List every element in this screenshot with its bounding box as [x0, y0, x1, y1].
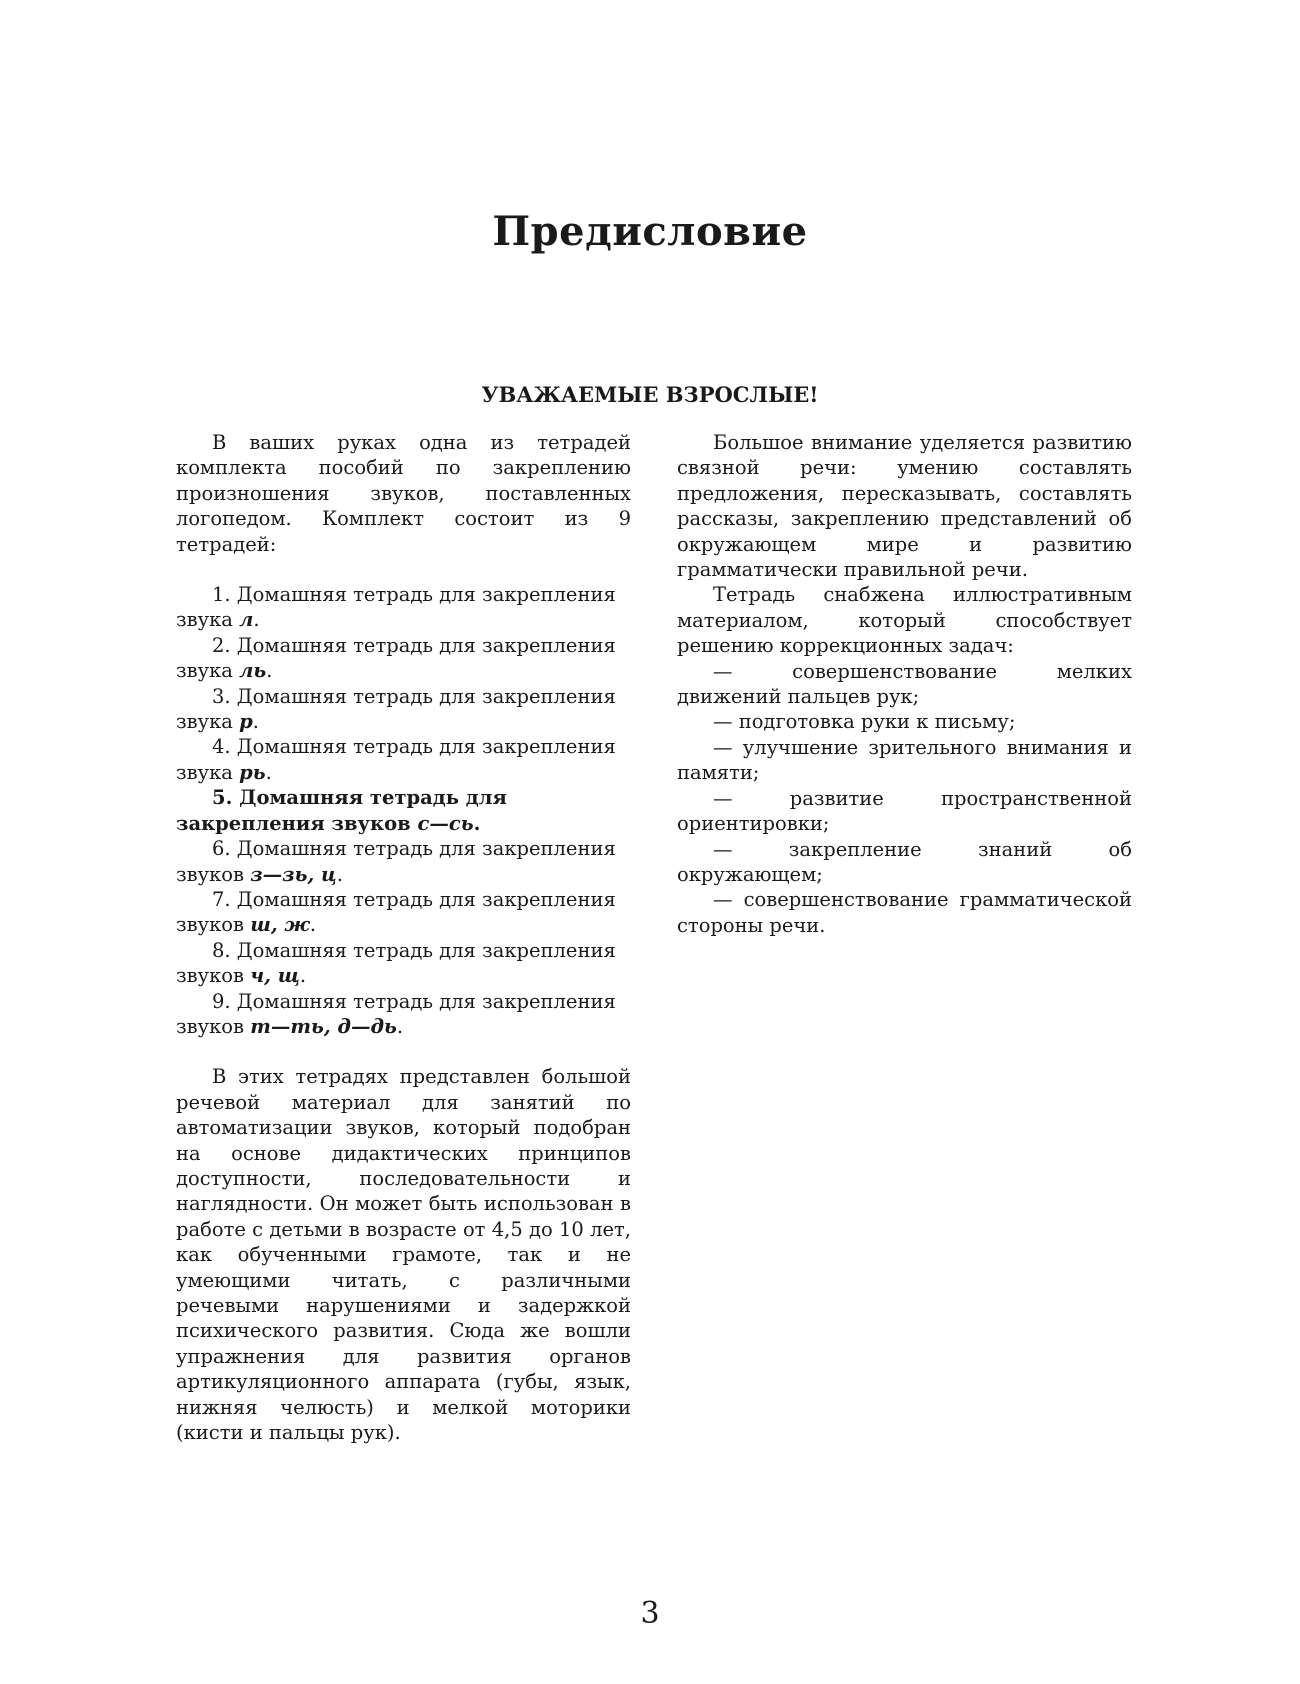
workbook-sound: рь — [239, 760, 266, 784]
workbook-label: 5. Домашняя тетрадь для закрепления звуков — [176, 786, 507, 835]
workbook-sound: р — [239, 710, 253, 734]
workbook-label: 6. Домашняя тетрадь для закрепления звуков — [176, 837, 616, 886]
illustrations-paragraph: Тетрадь снабжена иллюстративным материалом, который способствует решению коррекционных задач: — [677, 583, 1132, 658]
intro-paragraph: В ваших руках одна из тетрадей комплекта пособий по закреплению произношения звуков, поставленных логопедом. Комплект состоит из 9 тетрадей: — [176, 431, 631, 556]
workbook-label: 9. Домашняя тетрадь для закрепления звуков — [176, 989, 616, 1038]
spacer — [176, 557, 631, 582]
task-list — [677, 659, 1132, 938]
workbook-sound: с—сь — [417, 811, 474, 835]
workbook-label: 8. Домашняя тетрадь для закрепления звуков — [176, 938, 616, 988]
workbook-sound: л — [239, 608, 254, 632]
workbook-item: 8. Домашняя тетрадь для закрепления звуков ч, щ. — [176, 938, 616, 988]
task-item: — улучшение зрительного внимания и памяти; — [677, 735, 1132, 785]
task-item: — закрепление знаний об окружающем; — [677, 837, 1132, 886]
right-column — [677, 430, 1132, 938]
task-item: — развитие пространственной ориентировки; — [677, 786, 1132, 836]
task-item: — совершенствование мелких движений пальцев рук; — [677, 659, 1132, 709]
speech-paragraph: Большое внимание уделяется развитию связной речи: умению составлять предложения, пересказывать, составлять рассказы, закреплению представлений об окружающем мире и развитию грамматически правильной речи. — [677, 431, 1132, 582]
workbook-sound: ш, ж — [250, 913, 310, 937]
workbook-label: 4. Домашняя тетрадь для закрепления звука — [176, 735, 616, 784]
left-column — [176, 430, 631, 1445]
workbook-item: 3. Домашняя тетрадь для закрепления звука р. — [176, 684, 616, 734]
material-paragraph: В этих тетрадях представлен большой речевой материал для занятий по автоматизации звуков, который подобран на основе дидактических принципов доступности, последовательности и наглядности. Он может быть использован в работе с детьми в возрасте от 4,5 до 10 лет, как обученными грамоте, так и не умеющими читать, с различными речевыми нарушениями и задержкой психического развития. Сюда же вошли упражнения для развития органов артикуляционного аппарата (губы, язык, нижняя челюсть) и мелкой моторики (кисти и пальцы рук). — [176, 1065, 631, 1445]
workbook-sound: ч, щ — [250, 964, 300, 988]
workbook-item: 1. Домашняя тетрадь для закрепления звука л. — [176, 583, 616, 632]
workbook-list — [176, 582, 631, 1039]
task-item: — подготовка руки к письму; — [713, 710, 1016, 734]
page-title: Предисловие — [492, 208, 808, 255]
task-item: — совершенствование грамматической стороны речи. — [677, 888, 1132, 937]
workbook-item: 9. Домашняя тетрадь для закрепления звуков т—ть, д—дь. — [176, 989, 616, 1038]
workbook-label: 2. Домашняя тетрадь для закрепления звука — [176, 633, 616, 683]
workbook-label: 1. Домашняя тетрадь для закрепления звука — [176, 583, 616, 632]
workbook-item: 2. Домашняя тетрадь для закрепления звука ль. — [176, 633, 616, 683]
workbook-label: 3. Домашняя тетрадь для закрепления звука — [176, 684, 616, 734]
spacer — [176, 1039, 631, 1064]
workbook-sound: т—ть, д—дь — [250, 1014, 397, 1038]
workbook-sound: ль — [239, 659, 267, 683]
workbook-item-current: 5. Домашняя тетрадь для закрепления звуков с—сь. — [176, 786, 507, 835]
workbook-sound: з—зь, ц — [250, 862, 337, 886]
workbook-item: 6. Домашняя тетрадь для закрепления звуков з—зь, ц. — [176, 837, 616, 886]
page-number: 3 — [640, 1596, 660, 1631]
workbook-label: 7. Домашняя тетрадь для закрепления звуков — [176, 887, 616, 937]
workbook-item: 7. Домашняя тетрадь для закрепления звуков ш, ж. — [176, 887, 616, 937]
workbook-item: 4. Домашняя тетрадь для закрепления звука рь. — [176, 735, 616, 784]
section-heading: УВАЖАЕМЫЕ ВЗРОСЛЫЕ! — [481, 382, 819, 407]
